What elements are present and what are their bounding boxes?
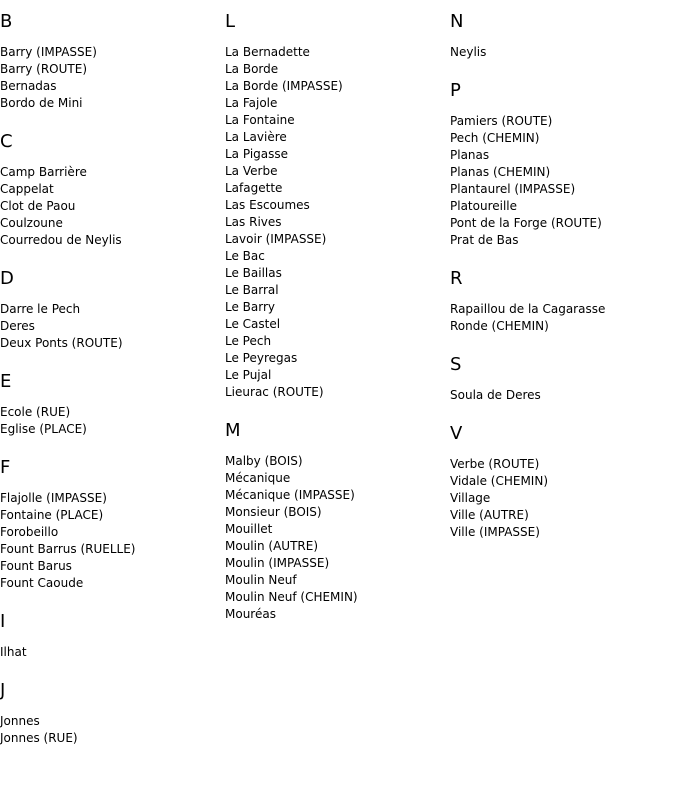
street-list-item[interactable]: Lieurac (ROUTE) [225, 385, 324, 399]
street-list-item[interactable]: Camp Barrière [0, 165, 87, 179]
street-list-item[interactable]: Moulin (AUTRE) [225, 539, 318, 553]
street-list [225, 44, 445, 401]
section-letter-heading: M [225, 420, 241, 441]
letter-section-v [450, 424, 670, 541]
street-list-item[interactable]: Ronde (CHEMIN) [450, 319, 549, 333]
street-list-item[interactable]: Soula de Deres [450, 388, 541, 402]
street-list-item[interactable]: Le Peyregas [225, 351, 298, 365]
section-letter-heading: J [0, 680, 6, 701]
letter-section-b [0, 12, 220, 112]
letter-section-e [0, 372, 220, 438]
letter-section-p [450, 81, 670, 249]
street-list-item[interactable]: Mouréas [225, 607, 276, 621]
section-letter-heading: R [450, 268, 463, 289]
section-letter-heading: B [0, 11, 13, 32]
street-list-item[interactable]: Cappelat [0, 182, 54, 196]
street-list-item[interactable]: Le Baillas [225, 266, 282, 280]
street-list-item[interactable]: Le Barry [225, 300, 276, 314]
street-list-item[interactable]: Deres [0, 319, 35, 333]
street-list-item[interactable]: Coulzoune [0, 216, 63, 230]
section-letter-heading: S [450, 354, 462, 375]
street-list-item[interactable]: Lavoir (IMPASSE) [225, 232, 327, 246]
street-list-item[interactable]: La Verbe [225, 164, 278, 178]
letter-section-l [225, 12, 445, 401]
street-list-item[interactable]: La Fajole [225, 96, 278, 110]
street-list-item[interactable]: Bordo de Mini [0, 96, 83, 110]
street-list [0, 490, 220, 592]
street-list-item[interactable]: Moulin Neuf [225, 573, 297, 587]
street-list [450, 44, 670, 61]
street-list [0, 404, 220, 438]
street-list-item[interactable]: Deux Ponts (ROUTE) [0, 336, 123, 350]
street-list-item[interactable]: Planas [450, 148, 490, 162]
street-list-item[interactable]: Las Escoumes [225, 198, 310, 212]
street-list [0, 713, 220, 747]
section-letter-heading: L [225, 11, 236, 32]
letter-section-d [0, 269, 220, 352]
street-list-item[interactable]: Ville (AUTRE) [450, 508, 529, 522]
street-list-item[interactable]: Fount Barus [0, 559, 72, 573]
street-list-item[interactable]: Le Pech [225, 334, 272, 348]
street-list-item[interactable]: Ecole (RUE) [0, 405, 71, 419]
street-list-item[interactable]: Darre le Pech [0, 302, 81, 316]
street-list-item[interactable]: Flajolle (IMPASSE) [0, 491, 107, 505]
street-list-item[interactable]: Barry (IMPASSE) [0, 45, 97, 59]
street-index-column-3 [450, 12, 670, 561]
street-index-column-1 [0, 12, 220, 767]
street-list-item[interactable]: Ville (IMPASSE) [450, 525, 540, 539]
letter-section-n [450, 12, 670, 61]
street-list-item[interactable]: La Pigasse [225, 147, 289, 161]
street-list-item[interactable]: Pech (CHEMIN) [450, 131, 540, 145]
street-list-item[interactable]: La Fontaine [225, 113, 295, 127]
street-list-item[interactable]: Le Castel [225, 317, 281, 331]
street-list-item[interactable]: La Bernadette [225, 45, 310, 59]
street-list-item[interactable]: Courredou de Neylis [0, 233, 122, 247]
street-list-item[interactable]: Neylis [450, 45, 487, 59]
street-list-item[interactable]: La Lavière [225, 130, 287, 144]
street-list-item[interactable]: Prat de Bas [450, 233, 519, 247]
street-list-item[interactable]: Plantaurel (IMPASSE) [450, 182, 576, 196]
street-list [450, 113, 670, 249]
street-list-item[interactable]: Eglise (PLACE) [0, 422, 87, 436]
street-list [450, 456, 670, 541]
street-list-item[interactable]: Planas (CHEMIN) [450, 165, 551, 179]
street-list [0, 164, 220, 249]
street-list-item[interactable]: Clot de Paou [0, 199, 76, 213]
street-list-item[interactable]: Mouillet [225, 522, 273, 536]
street-list-item[interactable]: Forobeillo [0, 525, 59, 539]
street-list [0, 44, 220, 112]
letter-section-r [450, 269, 670, 335]
street-index-column-2 [225, 12, 445, 643]
street-list [450, 301, 670, 335]
street-list-item[interactable]: Pont de la Forge (ROUTE) [450, 216, 602, 230]
letter-section-f [0, 458, 220, 592]
section-letter-heading: C [0, 131, 13, 152]
section-letter-heading: P [450, 80, 461, 101]
section-letter-heading: E [0, 371, 12, 392]
street-list-item[interactable]: Ilhat [0, 645, 27, 659]
letter-section-c [0, 132, 220, 249]
section-letter-heading: I [0, 611, 6, 632]
street-list-item[interactable]: Platoureille [450, 199, 518, 213]
street-list [450, 387, 670, 404]
street-list-item[interactable]: Verbe (ROUTE) [450, 457, 540, 471]
street-list-item[interactable]: Le Bac [225, 249, 265, 263]
street-list-item[interactable]: Barry (ROUTE) [0, 62, 87, 76]
street-list-item[interactable]: Vidale (CHEMIN) [450, 474, 548, 488]
street-list-item[interactable]: Fount Barrus (RUELLE) [0, 542, 136, 556]
street-list-item[interactable]: La Borde (IMPASSE) [225, 79, 343, 93]
street-list-item[interactable]: Moulin (IMPASSE) [225, 556, 330, 570]
street-list-item[interactable]: Monsieur (BOIS) [225, 505, 322, 519]
letter-section-s [450, 355, 670, 404]
street-list-item[interactable]: Jonnes (RUE) [0, 731, 78, 745]
street-list-item[interactable]: Mécanique [225, 471, 291, 485]
street-list-item[interactable]: Pamiers (ROUTE) [450, 114, 553, 128]
letter-section-m [225, 421, 445, 623]
street-list [0, 301, 220, 352]
street-list-item[interactable]: Malby (BOIS) [225, 454, 303, 468]
street-list-item[interactable]: Le Pujal [225, 368, 272, 382]
section-letter-heading: N [450, 11, 464, 32]
street-list [225, 453, 445, 623]
street-list-item[interactable]: Moulin Neuf (CHEMIN) [225, 590, 358, 604]
street-list-item[interactable]: Jonnes [0, 714, 40, 728]
section-letter-heading: D [0, 268, 14, 289]
street-list-item[interactable]: Las Rives [225, 215, 282, 229]
street-list-item[interactable]: Lafagette [225, 181, 283, 195]
letter-section-j [0, 681, 220, 747]
street-list-item[interactable]: Le Barral [225, 283, 279, 297]
section-letter-heading: V [450, 423, 463, 444]
street-list-item[interactable]: Village [450, 491, 491, 505]
street-list-item[interactable]: Fount Caoude [0, 576, 84, 590]
section-letter-heading: F [0, 457, 11, 478]
street-list-item[interactable]: Bernadas [0, 79, 57, 93]
street-list-item[interactable]: Rapaillou de la Cagarasse [450, 302, 606, 316]
street-list [0, 644, 220, 661]
street-list-item[interactable]: Fontaine (PLACE) [0, 508, 104, 522]
street-list-item[interactable]: La Borde [225, 62, 279, 76]
letter-section-i [0, 612, 220, 661]
street-list-item[interactable]: Mécanique (IMPASSE) [225, 488, 355, 502]
